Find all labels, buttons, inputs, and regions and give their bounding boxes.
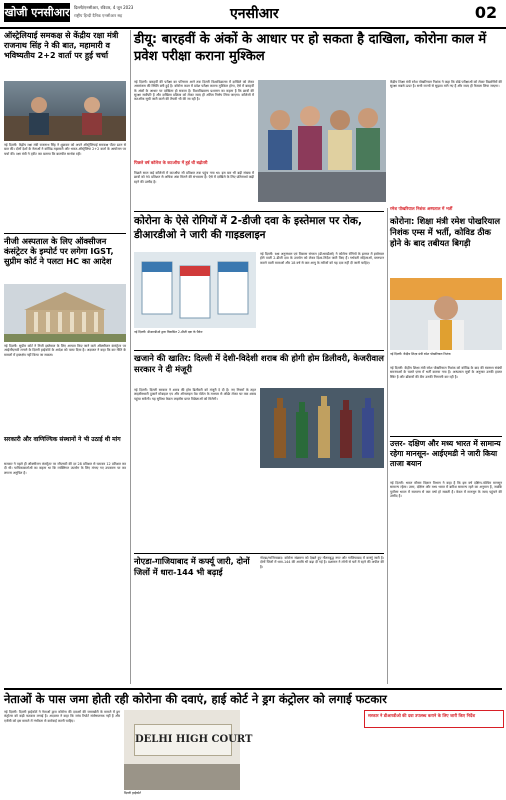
bottom-headline: नेताओं के पास जमा होती रही कोरोना की दवाएं, हाई कोर्ट ने ड्रग कंट्रोलर को लगाई फटकार xyxy=(4,692,387,706)
students-photo xyxy=(258,80,386,202)
court-sign-text: DELHI HIGH COURT xyxy=(135,734,253,745)
minister-photo-caption: नई दिल्ली: केंद्रीय शिक्षा मंत्री रमेश पोखरियाल निशंक xyxy=(390,352,451,356)
liquor-bottles-icon xyxy=(260,388,384,468)
drdo-headline: कोरोना के ऐसे रोगियों में 2-डीजी दवा के इस्तेमाल पर रोक, डीआरडीओ ने जारी की गाइडलाइन xyxy=(134,215,362,241)
drdo-medicine-photo xyxy=(134,252,256,328)
lead-body: नई दिल्ली: बारहवीं की परीक्षा का परिणाम आने तक दिल्ली विश्वविद्यालय में दाखिले को लेकर असमंजस की स्थिति बनी हुई है। कोरोना काल में प्रवेश परीक्षा कराना मुश्किल होगा, ऐसे में बारहवीं के अंकों के आधार पर दाखिला हो सकता है। विश्वविद्यालय प्रशासन का कहना है कि छात्रों की सुरक्षा सर्वोपरि है और दाखिला प्रक्रिया को लेकर जल्द ही अंतिम निर्णय लिया जाएगा। कॉलेजों में कटऑफ सूची जारी करने की तैयारी भी की जा रही है। xyxy=(134,80,254,102)
column-divider-middle xyxy=(387,208,388,684)
right-subhead: रमेश पोखरियाल निशंक अस्पताल में भर्ती xyxy=(390,206,453,211)
drdo-body: नई दिल्ली: रक्षा अनुसंधान एवं विकास संगठन (डीआरडीओ) ने कोरोना रोगियों के इलाज में इस्तेमाल होने वाली 2-डीजी दवा के उपयोग को लेकर दिशा-निर्देश जारी किए हैं। गर्भवती महिलाओं, स्तनपान कराने वाली माताओं और 18 वर्ष से कम आयु के मरीजों को यह दवा नहीं दी जानी चाहिए। xyxy=(260,252,384,265)
liquor-body-2 xyxy=(134,470,384,540)
sub-line: राष्ट्रीय हिन्दी दैनिक एनसीआर सह xyxy=(74,13,123,18)
drdo-photo-caption: नई दिल्ली: डीआरडीओ द्वारा विकसित 2-डीजी दवा के पैकेट xyxy=(134,330,203,334)
left-story1-body: नई दिल्ली: केंद्रीय रक्षा मंत्री राजनाथ सिंह ने शुक्रवार को अपने ऑस्ट्रेलियाई समकक्ष पीटर डटन से बात की। दोनों देशों के नेताओं ने कोविड महामारी और भारत-ऑस्ट्रेलिया 2+2 वार्ता के आयोजन पर चर्चा की। रक्षा मंत्री ने ट्वीट कर बताया कि बातचीत सार्थक रही। xyxy=(4,143,126,156)
minister-portrait-icon xyxy=(390,278,502,350)
court-base xyxy=(124,764,240,790)
bottom-body-left: नई दिल्ली: दिल्ली हाईकोर्ट ने नेताओं द्वारा कोरोना की दवाओं की जमाखोरी के मामले में ड्रग कंट्रोलर को कड़ी फटकार लगाई है। अदालत ने कहा कि जांच रिपोर्ट संतोषजनक नहीं है और एजेंसी को इस मामले में गंभीरता से कार्रवाई करनी चाहिए। xyxy=(4,710,120,723)
lead-body-2: पिछले साल कई कॉलेजों में कटऑफ सौ प्रतिशत तक पहुंच गया था। इस बार भी बड़ी संख्या में छात्रों को 95 प्रतिशत से अधिक अंक मिलने की संभावना है। ऐसे में दाखिले के लिए प्रतिस्पर्धा कड़ी रहने की उम्मीद है। xyxy=(134,171,254,184)
lead-headline: डीयू: बारहवीं के अंकों के आधार पर हो सकता है दाखिला, कोरोना काल में प्रवेश परीक्षा कराना मुश्किल xyxy=(134,32,487,64)
bottom-top-rule xyxy=(4,688,502,690)
masthead-logo xyxy=(4,3,70,22)
minister-body: नई दिल्ली: केंद्रीय शिक्षा मंत्री रमेश पोखरियाल निशंक को कोविड के बाद की स्वास्थ्य संबंधी समस्याओं के चलते एम्स में भर्ती कराया गया है। अस्पताल सूत्रों के अनुसार उनकी हालत स्थिर है और डॉक्टरों की टीम उनकी निगरानी कर रही है। xyxy=(390,366,502,379)
left-divider-1 xyxy=(4,233,126,234)
bottom-body-mid xyxy=(244,710,360,796)
bottom-body-right xyxy=(364,730,502,796)
students-crowd-icon xyxy=(258,80,386,202)
lead-subhead: पिछले वर्ष कॉलेज के कटऑफ में हुई थी बढ़ोतरी xyxy=(134,160,208,165)
column-divider-left xyxy=(130,30,131,684)
left-story2-body: नई दिल्ली: सुप्रीम कोर्ट ने निजी इस्तेमाल के लिए आयात किए जाने वाले ऑक्सीजन कंसंट्रेटर पर आईजीएसटी लगाने के दिल्ली हाईकोर्ट के आदेश को पलट दिया है। अदालत ने कहा कि कर नीति के मामलों में हस्तक्षेप नहीं किया जा सकता। xyxy=(4,344,126,357)
section-name: एनसीआर xyxy=(230,6,279,22)
minister-photo xyxy=(390,278,502,350)
lead-right-body: केंद्रीय शिक्षा मंत्री रमेश पोखरियाल निशंक ने कहा कि बोर्ड परीक्षाओं को लेकर विद्यार्थियों की सुरक्षा सबसे ऊपर है। सभी राज्यों से सुझाव मांगे गए हैं और जल्द ही फैसला लिया जाएगा। xyxy=(390,80,502,89)
left-story2-headline: नीजी अस्पताल के लिए ऑक्सीजन कंसंट्रेटर के इम्पोर्ट पर लगेगा IGST, सुप्रीम कोर्ट ने पलटा HC का आदेश xyxy=(4,236,114,266)
court-photo-caption: दिल्ली हाईकोर्ट xyxy=(124,791,141,795)
left-story1-photo xyxy=(4,81,126,141)
masthead-bar xyxy=(0,0,506,29)
left-story3-body: सरकार ने पहले ही ऑक्सीजन कंसंट्रेटर पर जीएसटी की दर 28 प्रतिशत से घटाकर 12 प्रतिशत कर दी थी। याचिकाकर्ताओं का कहना था कि व्यक्तिगत उपयोग के लिए मंगाए गए उपकरण पर कर लगाना अनुचित है। xyxy=(4,462,126,475)
masthead-title: खोजी एनसीआर xyxy=(4,6,70,19)
meeting-photo-icon xyxy=(4,81,126,141)
delhi-high-court-photo xyxy=(124,710,253,790)
noida-body-left xyxy=(134,608,254,684)
monsoon-headline: उत्तर- दक्षिण और मध्य भारत में सामान्य रहेगा मानसून- आईएमडी ने जारी किया ताजा बयान xyxy=(390,439,501,468)
middle-rule-3 xyxy=(134,553,384,554)
bottom-inset-box xyxy=(364,710,504,728)
date-line: दिल्ली/एनसीआर, रविवार, 4 जून 2023 xyxy=(74,5,134,10)
court-sign-board xyxy=(134,724,253,756)
liquor-headline: खजाने की खातिर: दिल्ली में देशी-विदेशी शराब की होगी होम डिलीवरी, केजरीवाल सरकार ने दी मंजूरी xyxy=(134,353,384,374)
liquor-photo xyxy=(260,388,384,468)
noida-headline: नोएडा-गाजियाबाद में कर्फ्यू जारी, दोनों जिलों में धारा-144 भी बढ़ाई xyxy=(134,556,250,577)
liquor-body: नई दिल्ली: दिल्ली सरकार ने शराब की होम डिलीवरी को मंजूरी दे दी है। नए नियमों के तहत लाइसेंसधारी दुकानें मोबाइल एप और ऑनलाइन वेब पोर्टल के माध्यम से ऑर्डर लेकर घर तक शराब पहुंचा सकेंगी। यह सुविधा केवल लाइसेंस प्राप्त विक्रेताओं को मिलेगी। xyxy=(134,388,256,401)
noida-body: नोएडा/गाजियाबाद: कोरोना संक्रमण को देखते हुए गौतमबुद्ध नगर और गाजियाबाद में कर्फ्यू जारी है। दोनों जिलों में धारा-144 की अवधि भी बढ़ा दी गई है। प्रशासन ने लोगों से घरों में रहने की अपील की है। xyxy=(260,556,384,569)
medicine-packets-icon xyxy=(134,252,256,328)
middle-top-rule xyxy=(134,211,384,212)
monsoon-body: नई दिल्ली: भारत मौसम विज्ञान विभाग ने कहा है कि इस वर्ष दक्षिण-पश्चिम मानसून सामान्य रहेगा। उत्तर, दक्षिण और मध्य भारत में बारिश सामान्य रहने का अनुमान है, जबकि पूर्वोत्तर भारत में सामान्य से कम वर्षा हो सकती है। केरल में मानसून के जल्द पहुंचने की उम्मीद है। xyxy=(390,481,502,498)
bottom-inset-text: सरकार ने डीआरडीओ की दवा उपलब्ध कराने के लिए जारी किए निर्देश xyxy=(368,713,476,718)
left-story3-subhead: सरकारी और वाणिज्यिक संस्थानों ने भी उठाई थी मांग xyxy=(4,436,121,443)
minister-headline: कोरोना: शिक्षा मंत्री रमेश पोखरियाल निशंक एम्स में भर्ती, कोविड ठीक होने के बाद तबीयत बिगड़ी xyxy=(390,216,501,248)
page-number: 02 xyxy=(474,3,498,22)
supreme-court-photo xyxy=(4,284,126,342)
right-rule xyxy=(390,436,502,437)
middle-rule-2 xyxy=(134,350,384,351)
left-story1-headline: ऑस्ट्रेलियाई समकक्ष से केंद्रीय रक्षा मंत्री राजनाथ सिंह ने की बात, महामारी व भविष्यतीय 2+2 वार्ता पर हुई चर्चा xyxy=(4,31,119,60)
court-building-icon xyxy=(4,284,126,342)
